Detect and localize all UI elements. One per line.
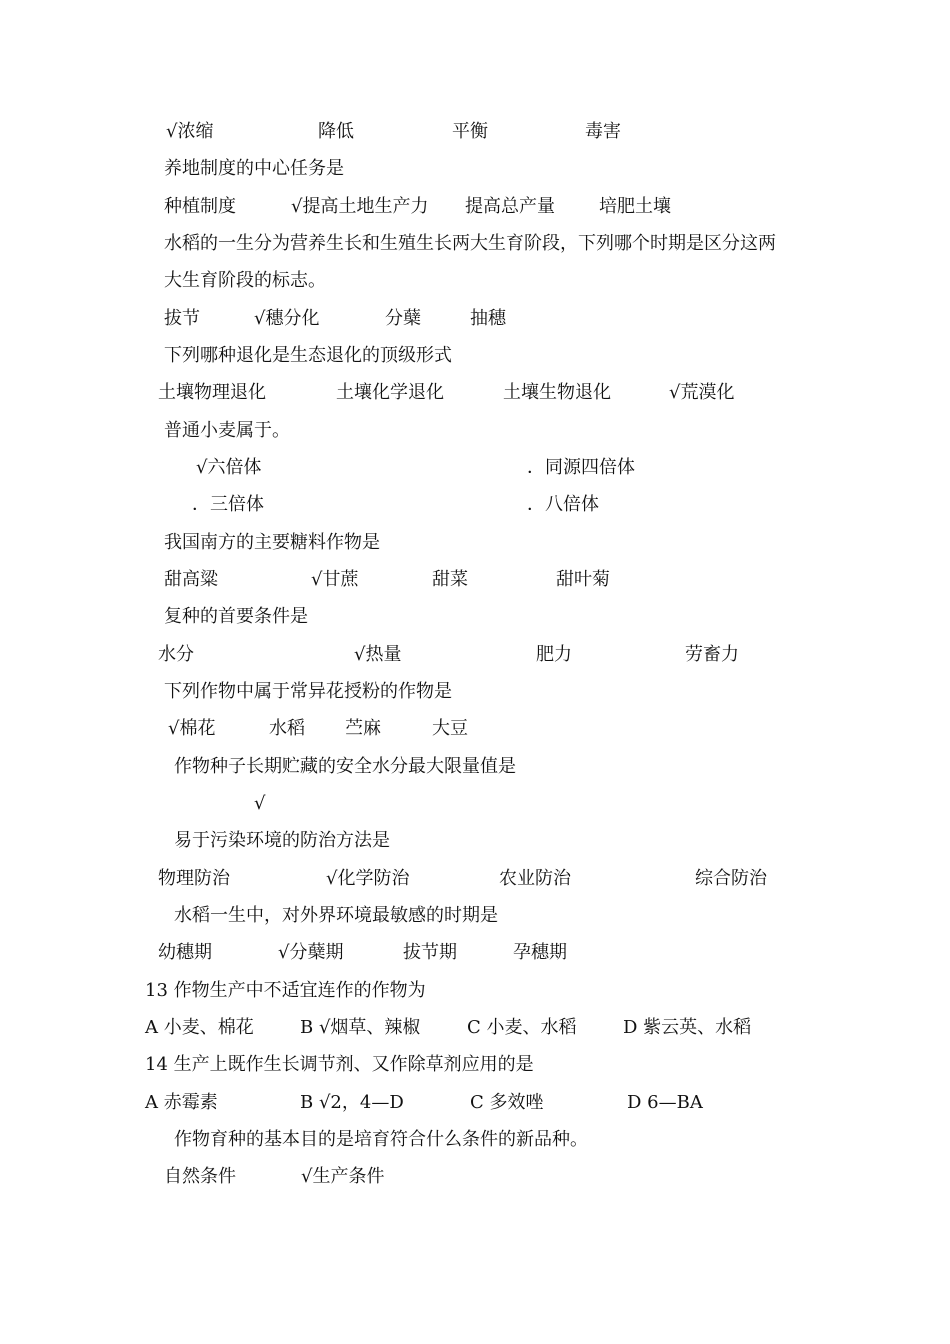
option-text: A 赤霉素 (145, 1092, 218, 1113)
option-text: 平衡 (452, 121, 488, 142)
option-text: √荒漠化 (669, 382, 735, 403)
option-text: ．八倍体 (527, 494, 599, 515)
option-text: √热量 (354, 644, 402, 665)
option-text: 孕穗期 (513, 942, 567, 963)
option-text: 甜菜 (432, 569, 468, 590)
question-text: 14 生产上既作生长调节剂、又作除草剂应用的是 (145, 1054, 534, 1075)
option-text: 种植制度 (164, 196, 236, 217)
question-text: 下列哪种退化是生态退化的顶级形式 (164, 345, 452, 366)
option-text: √甘蔗 (311, 569, 359, 590)
option-text: √六倍体 (196, 457, 262, 478)
option-text: √穗分化 (254, 308, 320, 329)
question-text: 大生育阶段的标志。 (164, 270, 326, 291)
option-text: C 小麦、水稻 (467, 1017, 577, 1038)
option-text: 水分 (158, 644, 194, 665)
option-text: 分蘖 (385, 308, 421, 329)
option-text: 甜叶菊 (556, 569, 610, 590)
option-text: 降低 (318, 121, 354, 142)
option-text: 物理防治 (158, 868, 230, 889)
option-text: 拔节 (164, 308, 200, 329)
option-text: 土壤生物退化 (503, 382, 611, 403)
option-text: 综合防治 (695, 868, 767, 889)
option-text: 拔节期 (403, 942, 457, 963)
option-text: √浓缩 (166, 121, 214, 142)
question-text: 复种的首要条件是 (164, 606, 308, 627)
option-text: C 多效唑 (470, 1092, 544, 1113)
option-text: 自然条件 (164, 1166, 236, 1187)
option-text: 农业防治 (499, 868, 571, 889)
option-text: D 紫云英、水稻 (623, 1017, 752, 1038)
question-text: 下列作物中属于常异花授粉的作物是 (164, 681, 452, 702)
question-text: 养地制度的中心任务是 (164, 158, 344, 179)
option-text: √提高土地生产力 (291, 196, 429, 217)
option-text: 幼穗期 (158, 942, 212, 963)
option-text: 甜高粱 (164, 569, 218, 590)
option-text: 苎麻 (345, 718, 381, 739)
option-text: ．三倍体 (192, 494, 264, 515)
question-text: 水稻的一生分为营养生长和生殖生长两大生育阶段，下列哪个时期是区分这两 (164, 233, 776, 254)
option-text: 毒害 (585, 121, 621, 142)
option-text: √生产条件 (301, 1166, 385, 1187)
question-text: 普通小麦属于。 (164, 420, 290, 441)
option-text: √分蘖期 (278, 942, 344, 963)
question-text: 易于污染环境的防治方法是 (174, 830, 390, 851)
option-text: 土壤化学退化 (336, 382, 444, 403)
question-text: 水稻一生中，对外界环境最敏感的时期是 (174, 905, 498, 926)
question-text: 作物育种的基本目的是培育符合什么条件的新品种。 (174, 1129, 588, 1150)
option-text: B √烟草、辣椒 (300, 1017, 421, 1038)
option-text: 抽穗 (470, 308, 506, 329)
option-text: 水稻 (269, 718, 305, 739)
question-text: 作物种子长期贮藏的安全水分最大限量值是 (174, 756, 516, 777)
option-text: 大豆 (432, 718, 468, 739)
option-text: 肥力 (536, 644, 572, 665)
checkmark-text: √ (254, 793, 266, 814)
option-text: B √2，4—D (300, 1092, 404, 1113)
option-text: 劳畜力 (685, 644, 739, 665)
option-text: √棉花 (168, 718, 216, 739)
option-text: ．同源四倍体 (527, 457, 635, 478)
option-text: A 小麦、棉花 (145, 1017, 254, 1038)
option-text: D 6—BA (627, 1092, 703, 1113)
question-text: 我国南方的主要糖料作物是 (164, 532, 380, 553)
option-text: √化学防治 (326, 868, 410, 889)
option-text: 提高总产量 (465, 196, 555, 217)
option-text: 培肥土壤 (599, 196, 671, 217)
question-text: 13 作物生产中不适宜连作的作物为 (145, 980, 426, 1001)
option-text: 土壤物理退化 (158, 382, 266, 403)
